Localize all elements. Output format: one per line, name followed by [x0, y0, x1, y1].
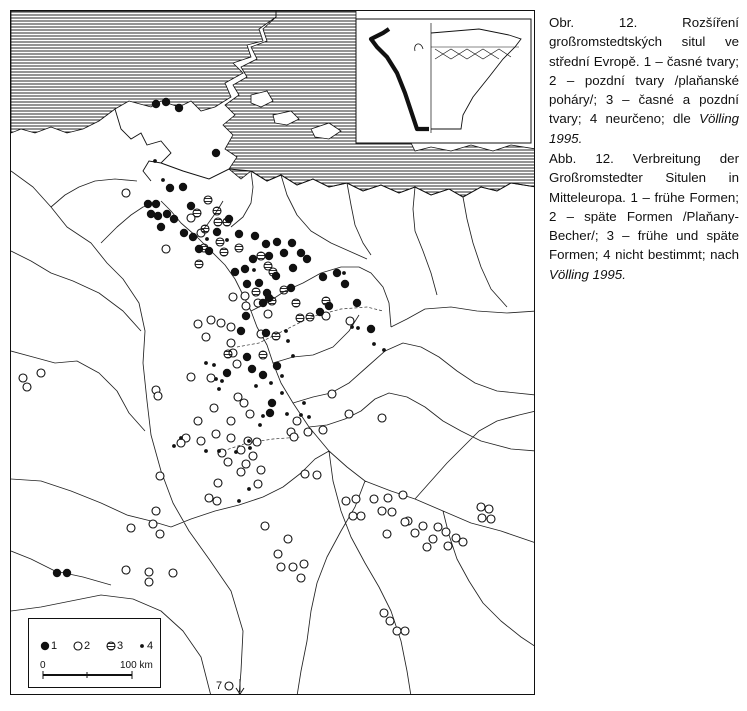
- site-early-form: [53, 569, 61, 577]
- site-undetermined: [342, 271, 346, 275]
- site-late-form: [485, 505, 493, 513]
- map-panel: [10, 10, 535, 695]
- site-undetermined: [212, 363, 216, 367]
- site-late-form: [145, 578, 153, 586]
- site-late-form: [477, 503, 485, 511]
- site-early-form: [341, 280, 349, 288]
- site-early-form: [249, 255, 257, 263]
- site-late-form: [274, 550, 282, 558]
- site-early-and-late: [201, 225, 209, 233]
- site-early-and-late: [292, 299, 300, 307]
- site-early-form: [367, 325, 375, 333]
- site-late-form: [233, 360, 241, 368]
- legend-symbol-undetermined: [140, 644, 144, 648]
- danish-coast-outline: [115, 109, 171, 181]
- site-late-form: [205, 494, 213, 502]
- site-late-form: [122, 189, 130, 197]
- site-late-form: [383, 530, 391, 538]
- site-late-form: [384, 494, 392, 502]
- site-late-form: [19, 374, 27, 382]
- distribution-map: [11, 11, 535, 695]
- site-late-form: [370, 495, 378, 503]
- site-late-form: [197, 437, 205, 445]
- scale-start-label: 0: [40, 660, 46, 671]
- site-undetermined: [269, 381, 273, 385]
- site-late-form: [227, 323, 235, 331]
- site-late-form: [122, 566, 130, 574]
- site-late-form: [240, 399, 248, 407]
- site-early-form: [63, 569, 71, 577]
- site-late-form: [237, 468, 245, 476]
- legend-label-4: 4: [147, 640, 154, 652]
- legend-label-2: 2: [84, 640, 91, 652]
- site-late-form: [357, 512, 365, 520]
- site-early-and-late: [195, 260, 203, 268]
- site-early-form: [189, 233, 197, 241]
- legend-symbol-early: [41, 642, 49, 650]
- site-late-form: [297, 574, 305, 582]
- site-early-form: [316, 308, 324, 316]
- site-early-form: [251, 232, 259, 240]
- site-late-form: [212, 430, 220, 438]
- site-early-and-late: [280, 286, 288, 294]
- site-undetermined: [225, 238, 229, 242]
- site-early-and-late: [213, 207, 221, 215]
- site-early-form: [259, 371, 267, 379]
- site-late-form: [194, 320, 202, 328]
- site-undetermined: [217, 387, 221, 391]
- site-late-form: [345, 410, 353, 418]
- site-late-form: [194, 417, 202, 425]
- site-late-form: [187, 373, 195, 381]
- site-undetermined: [299, 413, 303, 417]
- site-late-form: [300, 560, 308, 568]
- site-early-form: [353, 299, 361, 307]
- site-early-form: [272, 272, 280, 280]
- site-undetermined: [254, 384, 258, 388]
- site-early-and-late: [252, 288, 260, 296]
- site-late-form: [145, 568, 153, 576]
- site-early-form: [325, 302, 333, 310]
- site-early-and-late: [296, 314, 304, 322]
- site-early-and-late: [216, 238, 224, 246]
- site-late-form: [37, 369, 45, 377]
- site-early-form: [175, 104, 183, 112]
- site-early-form: [273, 238, 281, 246]
- site-late-form: [342, 497, 350, 505]
- map-legend: [28, 618, 161, 688]
- site-late-form: [313, 471, 321, 479]
- site-late-form: [242, 302, 250, 310]
- site-undetermined: [220, 379, 224, 383]
- site-undetermined: [204, 449, 208, 453]
- site-late-form: [253, 438, 261, 446]
- site-late-form: [202, 333, 210, 341]
- site-early-and-late: [272, 332, 280, 340]
- site-early-form: [223, 369, 231, 377]
- site-undetermined: [280, 391, 284, 395]
- site-late-form: [434, 523, 442, 531]
- site-early-and-late: [193, 209, 201, 217]
- site-early-form: [180, 229, 188, 237]
- site-early-and-late: [220, 248, 228, 256]
- site-late-form: [249, 452, 257, 460]
- site-early-form: [266, 409, 274, 417]
- site-undetermined: [286, 339, 290, 343]
- site-undetermined: [237, 499, 241, 503]
- site-early-form: [243, 353, 251, 361]
- site-early-form: [319, 273, 327, 281]
- caption-czech: [549, 13, 739, 148]
- site-early-form: [289, 264, 297, 272]
- site-late-form: [23, 383, 31, 391]
- site-early-form: [163, 210, 171, 218]
- site-early-form: [248, 365, 256, 373]
- site-early-form: [287, 284, 295, 292]
- site-late-form: [304, 428, 312, 436]
- site-late-form: [246, 410, 254, 418]
- site-late-form: [177, 439, 185, 447]
- site-late-form: [301, 470, 309, 478]
- site-early-form: [152, 200, 160, 208]
- site-late-form: [229, 293, 237, 301]
- site-undetermined: [214, 377, 218, 381]
- site-early-form: [225, 215, 233, 223]
- site-late-form: [429, 535, 437, 543]
- site-early-form: [157, 223, 165, 231]
- site-late-form: [423, 543, 431, 551]
- site-early-form: [242, 312, 250, 320]
- site-late-form: [152, 507, 160, 515]
- site-undetermined: [204, 361, 208, 365]
- site-undetermined: [285, 412, 289, 416]
- site-late-form: [349, 512, 357, 520]
- site-early-form: [265, 252, 273, 260]
- site-early-form: [280, 249, 288, 257]
- site-late-form: [419, 522, 427, 530]
- site-early-form: [235, 230, 243, 238]
- site-early-form: [205, 247, 213, 255]
- site-early-form: [268, 399, 276, 407]
- site-late-form: [207, 316, 215, 324]
- site-early-form: [262, 329, 270, 337]
- caption-czech-text: Obr. 12. Rozšíření großromstedtských situl ve střední Evropě. 1 – časné tvary; 2 – pozdní tvary /plaňanské poháry/; 3 – časné a pozdní tvary; 4 neurčeno; dle: [549, 15, 739, 127]
- site-late-form: [154, 392, 162, 400]
- site-early-and-late: [214, 218, 222, 226]
- site-late-form: [277, 563, 285, 571]
- site-late-form: [378, 507, 386, 515]
- site-early-form: [152, 100, 160, 108]
- site-early-form: [273, 362, 281, 370]
- site-early-form: [333, 269, 341, 277]
- site-late-form: [156, 530, 164, 538]
- site-late-form: [213, 497, 221, 505]
- site-late-form: [442, 528, 450, 536]
- site-late-form: [401, 627, 409, 635]
- site-late-form: [169, 569, 177, 577]
- site-early-form: [154, 212, 162, 220]
- site-early-and-late: [257, 252, 265, 260]
- site-late-form: [207, 374, 215, 382]
- site-late-form: [388, 508, 396, 516]
- site-undetermined: [372, 342, 376, 346]
- site-late-form: [293, 417, 301, 425]
- site-undetermined: [258, 423, 262, 427]
- site-undetermined: [261, 414, 265, 418]
- site-early-form: [144, 200, 152, 208]
- site-undetermined: [284, 329, 288, 333]
- site-late-form: [156, 472, 164, 480]
- site-late-form: [378, 414, 386, 422]
- site-early-form: [231, 268, 239, 276]
- site-undetermined: [172, 444, 176, 448]
- site-early-form: [303, 255, 311, 263]
- site-late-form: [242, 460, 250, 468]
- site-undetermined: [153, 159, 157, 163]
- site-late-form: [380, 609, 388, 617]
- caption-german-reference: Völling 1995.: [549, 266, 626, 282]
- site-late-form: [386, 617, 394, 625]
- site-early-form: [162, 98, 170, 106]
- site-early-form: [170, 215, 178, 223]
- site-undetermined: [252, 268, 256, 272]
- site-late-form: [162, 245, 170, 253]
- caption-german: [549, 149, 739, 284]
- site-early-form: [195, 245, 203, 253]
- site-late-form: [444, 542, 452, 550]
- site-undetermined: [356, 326, 360, 330]
- site-late-form: [346, 317, 354, 325]
- site-late-form: [459, 538, 467, 546]
- site-late-form: [241, 292, 249, 300]
- scale-end-label: 100 km: [120, 660, 153, 671]
- site-late-form: [352, 495, 360, 503]
- site-early-and-late: [306, 313, 314, 321]
- site-late-form: [487, 515, 495, 523]
- site-early-form: [241, 265, 249, 273]
- site-undetermined: [350, 325, 354, 329]
- site-late-form: [227, 417, 235, 425]
- site-early-and-late: [224, 350, 232, 358]
- caption-czech-reference: Völling 1995.: [549, 111, 739, 146]
- site-early-form: [166, 184, 174, 192]
- site-undetermined: [247, 487, 251, 491]
- site-late-form: [237, 446, 245, 454]
- caption-german-text: Abb. 12. Verbreitung der Großromstedter Situlen in Mitteleuropa. 1 – frühe Formen; 2 – späte Formen /Plaňany-Becher/; 3 – frühe und späte Formen; 4 nicht bestimmt; nach: [549, 151, 739, 263]
- site-early-form: [255, 279, 263, 287]
- site-undetermined: [248, 446, 252, 450]
- site-undetermined: [291, 354, 295, 358]
- site-late-form: [290, 433, 298, 441]
- site-late-form: [227, 434, 235, 442]
- site-undetermined: [302, 401, 306, 405]
- off-map-count: 7: [216, 680, 223, 692]
- legend-frame: [28, 618, 161, 688]
- site-late-form: [149, 520, 157, 528]
- site-early-form: [288, 239, 296, 247]
- site-undetermined: [280, 374, 284, 378]
- legend-label-1: 1: [51, 640, 58, 652]
- site-late-form: [210, 404, 218, 412]
- site-late-form: [411, 529, 419, 537]
- site-late-form: [289, 563, 297, 571]
- site-early-form: [212, 149, 220, 157]
- site-early-form: [297, 249, 305, 257]
- legend-label-3: 3: [117, 640, 124, 652]
- site-early-form: [243, 280, 251, 288]
- site-late-form: [399, 491, 407, 499]
- site-late-form: [254, 480, 262, 488]
- site-late-form: [264, 310, 272, 318]
- site-early-form: [213, 228, 221, 236]
- site-late-form: [328, 390, 336, 398]
- legend-symbol-both: [107, 642, 115, 650]
- site-undetermined: [179, 436, 183, 440]
- legend-symbol-late: [74, 642, 82, 650]
- site-undetermined: [161, 178, 165, 182]
- site-early-form: [237, 327, 245, 335]
- site-late-form: [284, 535, 292, 543]
- site-undetermined: [217, 449, 221, 453]
- site-late-form: [319, 426, 327, 434]
- site-late-form: [478, 514, 486, 522]
- site-early-form: [259, 299, 267, 307]
- rivers: [11, 171, 535, 695]
- site-late-form: [214, 479, 222, 487]
- site-early-and-late: [235, 244, 243, 252]
- site-late-form: [393, 627, 401, 635]
- site-early-form: [179, 183, 187, 191]
- site-late-form: [227, 339, 235, 347]
- site-late-form: [257, 466, 265, 474]
- site-early-form: [187, 202, 195, 210]
- site-late-form: [127, 524, 135, 532]
- site-undetermined: [234, 450, 238, 454]
- site-early-and-late: [259, 351, 267, 359]
- site-late-form: [224, 458, 232, 466]
- site-undetermined: [247, 439, 251, 443]
- site-late-form: [217, 319, 225, 327]
- site-undetermined: [382, 348, 386, 352]
- site-undetermined: [307, 415, 311, 419]
- site-undetermined: [205, 237, 209, 241]
- vessel-inset-frame: [356, 19, 531, 143]
- site-early-form: [262, 240, 270, 248]
- site-late-form: [261, 522, 269, 530]
- off-map-arrow: [221, 678, 251, 695]
- site-late-form: [401, 518, 409, 526]
- site-early-and-late: [204, 196, 212, 204]
